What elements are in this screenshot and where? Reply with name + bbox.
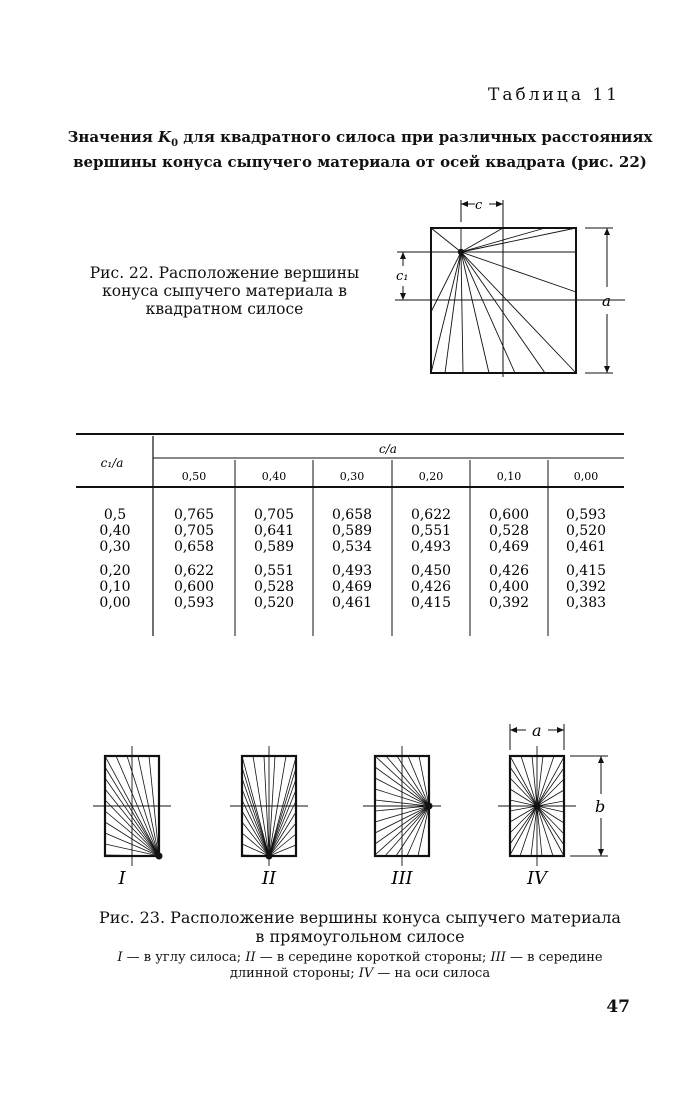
table-cell: 0,469 [331, 579, 373, 595]
table-cell: 0,426 [488, 563, 530, 579]
legend-text: — в середине короткой стороны; [255, 950, 491, 965]
k-symbol: K [158, 128, 172, 146]
fig23-ray [269, 757, 296, 856]
table-cell: 0,593 [565, 507, 607, 523]
cone-apex [534, 803, 541, 810]
panel-label: II [261, 868, 277, 889]
row-label: 0,40 [99, 523, 131, 539]
fig23-ray [537, 806, 564, 845]
legend-text: — в углу силоса; [122, 950, 246, 965]
table-cell: 0,600 [173, 579, 215, 595]
table-cell: 0,534 [331, 539, 373, 555]
table-cell: 0,392 [565, 579, 607, 595]
table-cell: 0,520 [253, 595, 295, 611]
panel-label: IV [526, 868, 548, 889]
fig23-ray [520, 806, 537, 856]
fig23-ray [537, 757, 564, 806]
col-group-header: c/a [379, 442, 397, 456]
table-cell: 0,415 [565, 563, 607, 579]
fig23-ray [385, 806, 429, 856]
table-cell: 0,426 [410, 579, 452, 595]
table-cell: 0,520 [565, 523, 607, 539]
table-cell: 0,551 [253, 563, 295, 579]
row-header: c₁/a [100, 456, 124, 470]
title-prefix: Значения [67, 128, 153, 146]
fig23-ray [269, 790, 296, 856]
column-header: 0,30 [339, 470, 365, 483]
column-header: 0,40 [261, 470, 287, 483]
table-cell: 0,528 [253, 579, 295, 595]
fig23-panel-3 [363, 746, 441, 866]
panel-label: I [118, 868, 126, 889]
fig23-diagrams [80, 720, 640, 900]
column-header: 0,50 [181, 470, 207, 483]
cone-apex [156, 853, 163, 860]
table-cell: 0,765 [173, 507, 215, 523]
legend-text: — на оси силоса [373, 966, 491, 981]
column-header: 0,00 [573, 470, 599, 483]
fig23-panel-1 [93, 746, 171, 866]
title-rest: для квадратного силоса при различных расстояниях вершины конуса сыпучего материала от осей квадрата (рис. 22) [73, 128, 653, 171]
panel-label: III [391, 868, 413, 889]
fig23-ray [386, 756, 429, 806]
column-header: 0,20 [418, 470, 444, 483]
fig23-panel-4 [498, 746, 576, 866]
legend-num: III [490, 950, 506, 965]
fig23-ray [418, 806, 429, 856]
table-cell: 0,528 [488, 523, 530, 539]
k-subscript: 0 [171, 138, 179, 149]
panel-labels [117, 868, 549, 889]
row-label: 0,00 [99, 595, 131, 611]
table-cell: 0,641 [253, 523, 295, 539]
table-cell: 0,705 [173, 523, 215, 539]
dim-arrows [510, 727, 604, 856]
fig23-panel-2 [230, 746, 308, 866]
label-a: a [602, 292, 611, 310]
legend-num: IV [358, 966, 374, 981]
cone-apex [266, 853, 273, 860]
row-label: 0,10 [99, 579, 131, 595]
table-cell: 0,450 [410, 563, 452, 579]
table-cells [174, 507, 606, 611]
fig23-ray [242, 800, 269, 856]
column-header: 0,10 [496, 470, 522, 483]
legend-num: II [245, 950, 256, 965]
table-cell: 0,392 [488, 595, 530, 611]
fig23-ray [269, 768, 296, 856]
fig22-caption: Рис. 22. Расположение вершины конуса сыпучего материала в квадратном силосе [89, 264, 360, 318]
table-cell: 0,469 [488, 539, 530, 555]
table-cell: 0,589 [331, 523, 373, 539]
label-c: c [475, 198, 483, 213]
label-c1: c₁ [396, 269, 409, 284]
table-cell: 0,383 [565, 595, 607, 611]
table-cell: 0,705 [253, 507, 295, 523]
table-cell: 0,622 [173, 563, 215, 579]
table-cell: 0,415 [410, 595, 452, 611]
table-cell: 0,493 [331, 563, 373, 579]
table-cell: 0,461 [565, 539, 607, 555]
cone-apex [426, 803, 433, 810]
table-cell: 0,551 [410, 523, 452, 539]
table-cell: 0,593 [173, 595, 215, 611]
table-cell: 0,658 [173, 539, 215, 555]
table-cell: 0,658 [331, 507, 373, 523]
table-cell: 0,600 [488, 507, 530, 523]
fig23-caption: Рис. 23. Расположение вершины конуса сыпучего материала в прямоугольном силосе [99, 908, 621, 946]
table-cell: 0,589 [253, 539, 295, 555]
label-b-23: b [595, 797, 606, 816]
legend-text: — в середине длинной стороны; [229, 950, 603, 981]
row-label: 0,5 [103, 507, 127, 523]
row-label: 0,20 [99, 563, 131, 579]
fig23-legend [95, 950, 625, 982]
table-cell: 0,400 [488, 579, 530, 595]
table-cell: 0,493 [410, 539, 452, 555]
fig23-ray [510, 767, 537, 806]
fig23-ray [510, 806, 537, 855]
legend-num: I [117, 950, 123, 965]
table-cell: 0,622 [410, 507, 452, 523]
fig23-ray [537, 756, 554, 806]
label-a-23: a [532, 721, 542, 740]
row-label: 0,30 [99, 539, 131, 555]
row-labels [99, 507, 130, 611]
page-number: 47 [606, 997, 630, 1017]
table-label: Таблица 11 [488, 85, 620, 105]
table-cell: 0,461 [331, 595, 373, 611]
column-headers [182, 470, 599, 483]
